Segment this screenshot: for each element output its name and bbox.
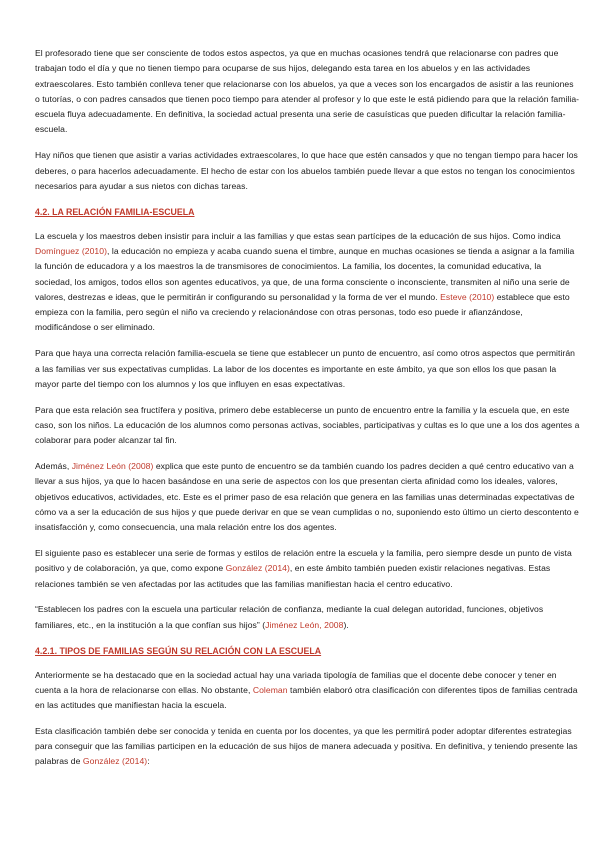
paragraph-6-text-a: Además, <box>35 461 72 472</box>
paragraph-9-text-a: Anteriormente se ha destacado que en la sociedad actual hay una variada tipología de familias que el docente debe conocer y tener en cuenta a la hora de relacionarse con ellas. No obstante, <box>35 669 557 695</box>
paragraph-7 <box>35 546 580 592</box>
citation-gonzalez[interactable]: González (2014) <box>225 563 290 574</box>
paragraph-9-text-b: también elaboró otra clasificación con diferentes tipos de familias centrada en las actitudes que manifiestan hacia la escuela. <box>35 684 578 711</box>
paragraph-5: Para que esta relación sea fructífera y positiva, primero debe establecerse un punto de encuentro entre la familia y la escuela que, en este caso, son los niños. La educación de los alumnos como personas activas, sociables, participativas y cultas es lo que une a los dos agentes a colaborar para poder alcanzar tal fin. <box>35 404 580 446</box>
quote-text-b: ). <box>343 619 349 630</box>
citation-esteve[interactable]: Esteve (2010) <box>440 291 495 302</box>
citation-jimenez-leon[interactable]: Jiménez León (2008) <box>71 461 154 472</box>
paragraph-3 <box>35 229 580 336</box>
quote-text-a: “Establecen los padres con la escuela una particular relación de confianza, mediante la cual delegan autoridad, funciones, objetivos familiares, etc., en la institución a la que confían sus hijos” ( <box>35 604 544 630</box>
paragraph-2: Hay niños que tienen que asistir a varias actividades extraescolares, lo que hace que estén cansados y que no tengan tiempo para hacer los deberes, o para hacerlos adecuadamente. El hecho de estar con los abuelos también puede llevar a que estos no tengan los conocimientos necesarios para ayudar a sus nietos con dichas tareas. <box>35 150 578 191</box>
section-heading-4-2: 4.2. LA RELACIÓN FAMILIA-ESCUELA <box>35 206 195 217</box>
paragraph-3-text-c: establece que esto empieza con la familia, pero según el niño va creciendo y relacionándose con otras personas, todo eso puede ir afianzándose, modificándose o ser eliminado. <box>35 291 570 333</box>
paragraph-7-text-b: , en este ámbito también pueden existir relaciones negativas. Estas relaciones también se ven afectadas por las actitudes que las familias manifiestan hacia el centro educativo. <box>35 563 551 589</box>
citation-gonzalez-2[interactable]: González (2014) <box>82 756 148 767</box>
citation-coleman[interactable]: Coleman <box>252 684 288 695</box>
paragraph-6-text-b: explica que este punto de encuentro se da también cuando los padres deciden a qué centro educativo van a llevar a sus hijos, ya que lo hacen basándose en una serie de aspectos con los que presentan cierta afinidad como los ideales, valores, objetivos educativos, actividades, etc. Este es el primer paso de esa relación que genera en las familias unas determinadas expectativas de cómo va a ser la educación de sus hijos y que puede derivar en que se vean cumplidas o no, suponiendo esto último un cierto descontento e insatisfacción y, como consecuencia, una mala relación entre los dos agentes. <box>35 461 579 533</box>
paragraph-10-text-b: : <box>147 756 150 767</box>
section-heading-4-2-1: 4.2.1. TIPOS DE FAMILIAS SEGÚN SU RELACIÓN CON LA ESCUELA <box>35 645 322 656</box>
paragraph-6 <box>35 459 580 535</box>
paragraph-7-text-a: El siguiente paso es establecer una serie de formas y estilos de relación entre la escuela y la familia, pero siempre desde un punto de vista positivo y de colaboración, ya que, como expone <box>35 548 572 574</box>
citation-dominguez[interactable]: Domínguez (2010) <box>35 245 107 256</box>
paragraph-9 <box>35 668 580 714</box>
paragraph-3-text-a: La escuela y los maestros deben insistir para incluir a las familias y que estas sean partícipes de la educación de sus hijos. Como indica <box>35 230 561 241</box>
paragraph-3-text-b: , la educación no empieza y acaba cuando suena el timbre, aunque en muchas ocasiones se tienda a asignar a la familia la función de educadora y a los maestros la de transmisores de conocimientos. La familia, los docentes, la comunidad educativa, la sociedad, los amigos, todos ellos son agentes educativos, ya que, de una forma consciente o inconsciente, transmiten al niño una serie de valores, destrezas e ideas, que le permitirán ir configurando su personalidad y la forma de ver el mundo. <box>35 245 575 302</box>
paragraph-10 <box>35 724 580 770</box>
paragraph-10-text-a: Esta clasificación también debe ser conocida y tenida en cuenta por los docentes, ya que les permitirá poder adoptar diferentes estrategias para conseguir que las familias participen en la educación de sus hijos de manera adecuada y positiva. En definitiva, y teniendo presente las palabras de <box>35 725 578 767</box>
paragraph-4: Para que haya una correcta relación familia-escuela se tiene que establecer un punto de encuentro, así como otros aspectos que permitirán a las familias ver sus expectativas cumplidas. La labor de los docentes es importante en este ámbito, ya que son ellos los que pasan la mayor parte del tiempo con los alumnos y los que influyen en esas expectativas. <box>35 348 575 389</box>
quote-paragraph <box>35 602 580 633</box>
citation-jimenez-leon-2008[interactable]: Jiménez León, 2008 <box>265 619 344 630</box>
paragraph-1: El profesorado tiene que ser consciente de todos estos aspectos, ya que en muchas ocasiones tendrá que relacionarse con padres que trabajan todo el día y que no tienen tiempo para ocuparse de sus hijos, delegando esta tarea en los abuelos y en las actividades extraescolares. Esto también conlleva tener que relacionarse con los abuelos, ya que a veces son los encargados de asistir a las reuniones o tutorías, o con padres cansados que tienen poco tiempo para atender al profesor y lo que este le está pidiendo para que la relación familia-escuela fluya adecuadamente. En definitiva, la sociedad actual presenta una serie de casuísticas que pueden dificultar la relación familia-escuela. <box>35 48 580 135</box>
